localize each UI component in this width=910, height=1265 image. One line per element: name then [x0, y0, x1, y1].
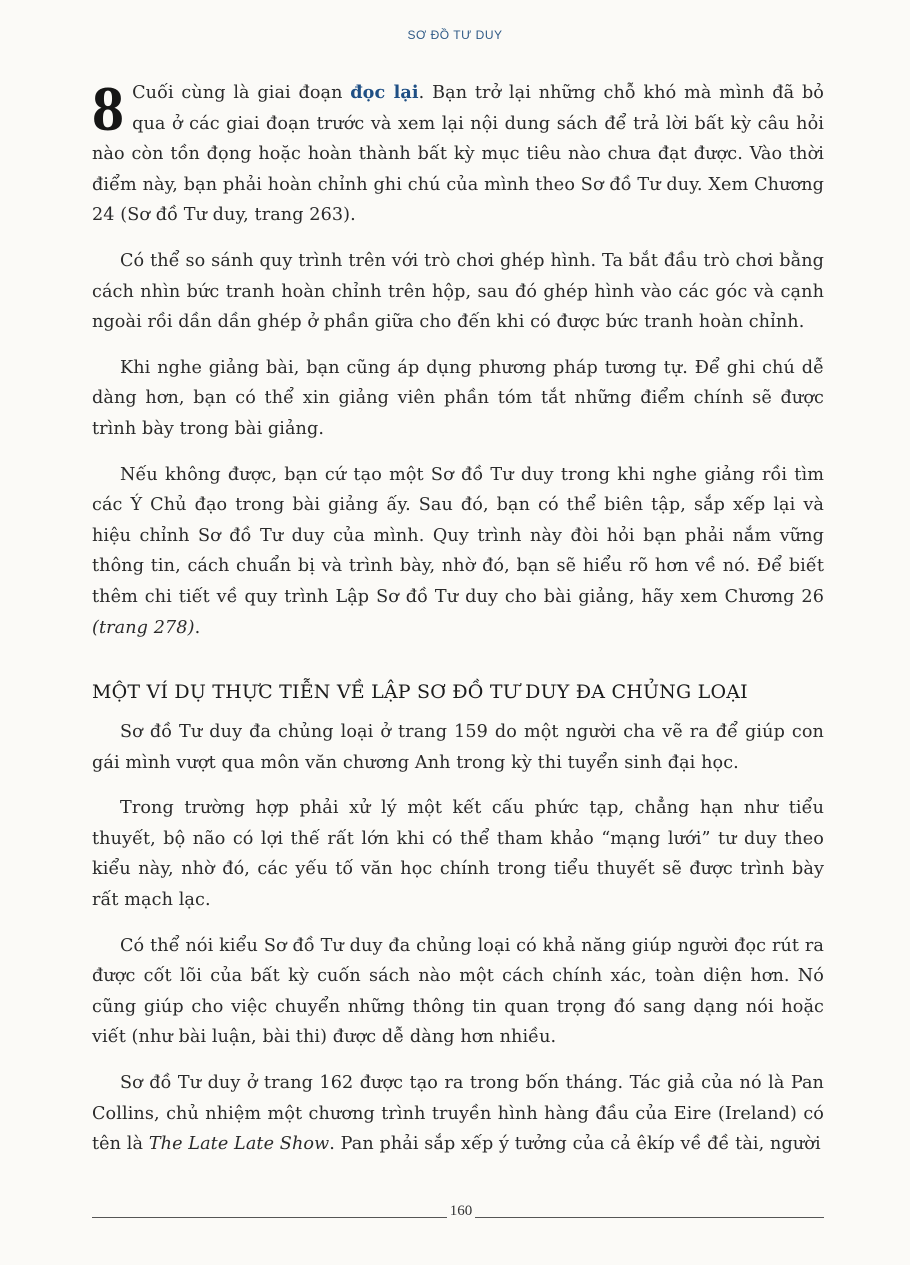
- paragraph-text: Nếu không được, bạn cứ tạo một Sơ đồ Tư duy trong khi nghe giảng rồi tìm các Ý Chủ đạo trong bài giảng ấy. Sau đó, bạn có thể biên tập, sắp xếp lại và hiệu chỉnh Sơ đồ Tư duy của mình. Quy trình này đòi hỏi bạn phải nắm vững thông tin, cách chuẩn bị và trình bày, nhờ đó, bạn sẽ hiểu rõ hơn về nó. Để biết thêm chi tiết về quy trình Lập Sơ đồ Tư duy cho bài giảng, hãy xem Chương 26: [92, 464, 824, 607]
- paragraph-text: Sơ đồ Tư duy ở trang 162 được tạo ra trong bốn tháng. Tác giả của nó là Pan Collins, chủ nhiệm một chương trình truyền hình hàng đầu của Eire (Ireland) có tên là: [92, 1073, 824, 1155]
- drop-cap-number: 8: [92, 73, 125, 144]
- paragraph-jigsaw: Có thể so sánh quy trình trên với trò chơi ghép hình. Ta bắt đầu trò chơi bằng cách nhìn bức tranh hoàn chỉnh trên hộp, sau đó ghép hình vào các góc và cạnh ngoài rồi dần dần ghép ở phần giữa cho đến khi có được bức tranh hoàn chỉnh.: [92, 250, 824, 333]
- paragraph-text: .: [194, 617, 201, 638]
- highlighted-term: đọc lại: [350, 82, 419, 103]
- page-reference: (trang 278): [92, 617, 195, 638]
- page-footer: [92, 1203, 824, 1227]
- footer-rule-left: [92, 1217, 447, 1218]
- footer-rule-right: [475, 1217, 824, 1218]
- page-body: [92, 73, 824, 1175]
- paragraph-text: Cuối cùng là giai đoạn: [132, 83, 351, 103]
- running-header: SƠ ĐỒ TƯ DUY: [407, 28, 503, 42]
- paragraph-step-8: [92, 73, 824, 231]
- paragraph-lecture-mindmap: [92, 460, 824, 644]
- paragraph-pan-collins: [92, 1068, 824, 1160]
- paragraph-text: . Pan phải sắp xếp ý tưởng của cả êkíp về đề tài, người: [329, 1134, 821, 1155]
- show-title: The Late Late Show: [148, 1134, 330, 1155]
- paragraph-lecture: Khi nghe giảng bài, bạn cũng áp dụng phương pháp tương tự. Để ghi chú dễ dàng hơn, bạn có thể xin giảng viên phần tóm tắt những điểm chính sẽ được trình bày trong bài giảng.: [92, 357, 824, 439]
- paragraph-complex-structure: Trong trường hợp phải xử lý một kết cấu phức tạp, chẳng hạn như tiểu thuyết, bộ não có lợi thế rất lớn khi có thể tham khảo “mạng lưới” tư duy theo kiểu này, nhờ đó, các yếu tố văn học chính trong tiểu thuyết sẽ được trình bày rất mạch lạc.: [92, 798, 824, 911]
- paragraph-text: . Bạn trở lại những chỗ khó mà mình đã bỏ qua ở các giai đoạn trước và xem lại nội dung sách để trả lời bất kỳ câu hỏi nào còn tồn đọng hoặc hoàn thành bất kỳ mục tiêu nào chưa đạt được. Vào thời điểm này, bạn phải hoàn chỉnh ghi chú của mình theo Sơ đồ Tư duy. Xem Chương 24 (Sơ đồ Tư duy, trang 263).: [92, 83, 824, 226]
- section-heading: MỘT VÍ DỤ THỰC TIỄN VỀ LẬP SƠ ĐỒ TƯ DUY ĐA CHỦNG LOẠI: [92, 681, 748, 704]
- paragraph-example-intro: Sơ đồ Tư duy đa chủng loại ở trang 159 do một người cha vẽ ra để giúp con gái mình vượt qua môn văn chương Anh trong kỳ thi tuyển sinh đại học.: [92, 722, 824, 773]
- paragraph-core-extraction: Có thể nói kiểu Sơ đồ Tư duy đa chủng loại có khả năng giúp người đọc rút ra được cốt lõi của bất kỳ cuốn sách nào một cách chính xác, toàn diện hơn. Nó cũng giúp cho việc chuyển những thông tin quan trọng đó sang dạng nói hoặc viết (như bài luận, bài thi) được dễ dàng hơn nhiều.: [92, 935, 824, 1048]
- page-number: 160: [449, 1203, 473, 1219]
